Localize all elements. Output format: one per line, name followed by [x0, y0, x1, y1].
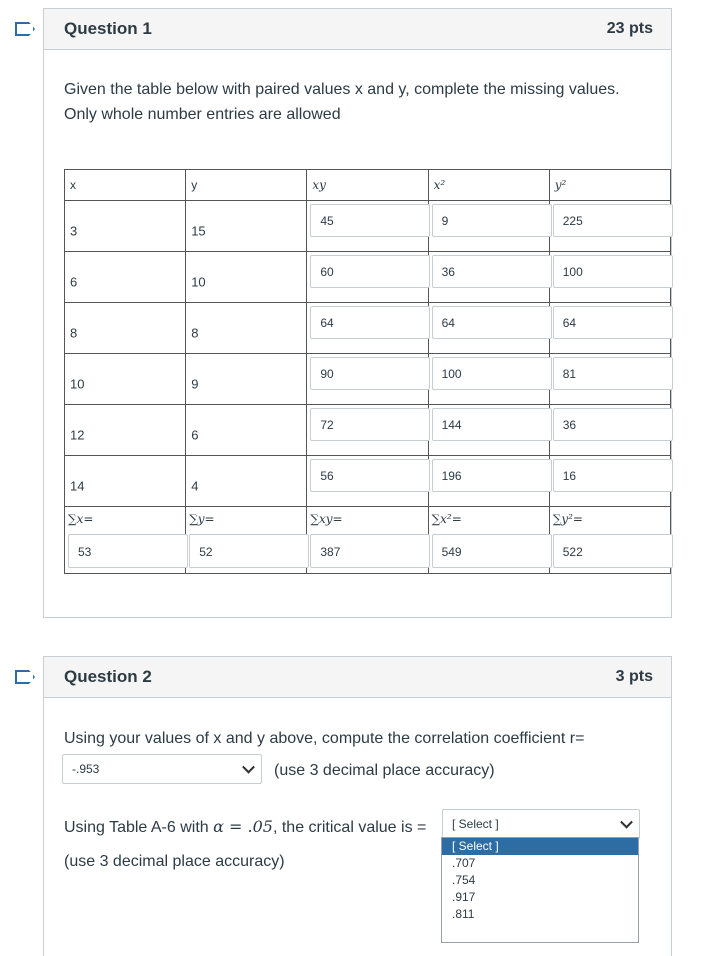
header-y2: [549, 170, 670, 201]
sum-x2-input[interactable]: 549: [432, 534, 552, 568]
cell-y: [186, 201, 307, 252]
header-x: [65, 170, 186, 201]
question-2-header: [44, 657, 671, 698]
value-y: 10: [191, 274, 206, 290]
critical-value-options: [441, 837, 639, 943]
input-y2[interactable]: 225: [553, 204, 673, 237]
option-811[interactable]: .811: [452, 907, 475, 921]
values-table: [64, 169, 671, 574]
option-754[interactable]: .754: [452, 873, 476, 887]
prompt-line-1: Given the table below with paired values x and y, complete the missing values.: [64, 81, 620, 98]
cell-y2: [549, 354, 670, 405]
sum-label: ∑x²=: [431, 512, 462, 526]
table-row: [65, 303, 671, 354]
sum-y-cell: [186, 507, 307, 574]
input-x2[interactable]: 144: [432, 408, 552, 441]
table-row: [65, 405, 671, 456]
cell-x2: [428, 405, 549, 456]
question-2-prompt-1: Using your values of x and y above, compute the correlation coefficient r=: [64, 730, 585, 747]
cell-y: [186, 303, 307, 354]
cell-x: [65, 303, 186, 354]
cell-x2: [428, 354, 549, 405]
value-x: 14: [70, 478, 85, 494]
cell-y2: [549, 456, 670, 507]
cell-y: [186, 354, 307, 405]
option-select[interactable]: [ Select ]: [442, 838, 638, 855]
table-row: [65, 456, 671, 507]
sum-label: ∑xy=: [310, 512, 343, 526]
cell-y2: [549, 252, 670, 303]
accuracy-note-2: (use 3 decimal place accuracy): [64, 853, 285, 870]
input-y2[interactable]: 64: [553, 306, 673, 339]
sum-y-input[interactable]: 52: [189, 534, 309, 568]
cell-x2: [428, 201, 549, 252]
critical-value-select[interactable]: [442, 809, 640, 839]
critical-select-value: [ Select ]: [452, 817, 499, 831]
value-x: 6: [70, 274, 78, 290]
header-label: y²: [554, 178, 567, 192]
question-1-box: [43, 8, 672, 618]
sum-label: ∑y²=: [552, 512, 583, 526]
alpha-expression: α = .05: [213, 817, 273, 836]
cell-x: [65, 405, 186, 456]
table-row: [65, 252, 671, 303]
cell-y2: [549, 303, 670, 354]
cell-xy: [307, 252, 428, 303]
cell-x: [65, 354, 186, 405]
table-row: [65, 354, 671, 405]
input-xy[interactable]: 72: [310, 408, 430, 441]
sum-y2-input[interactable]: 522: [553, 534, 673, 568]
question-1-title: Question 1: [64, 19, 152, 38]
chevron-down-icon: [620, 816, 633, 829]
cell-x2: [428, 303, 549, 354]
option-917[interactable]: .917: [452, 890, 476, 904]
cell-xy: [307, 456, 428, 507]
input-x2[interactable]: 36: [432, 255, 552, 288]
chevron-down-icon: [242, 761, 255, 774]
value-y: 6: [191, 427, 199, 443]
value-y: 15: [191, 223, 206, 239]
value-x: 12: [70, 427, 85, 443]
sum-label: ∑x=: [68, 512, 94, 526]
sum-x-input[interactable]: 53: [68, 534, 188, 568]
input-y2[interactable]: 100: [553, 255, 673, 288]
header-label: x²: [433, 178, 446, 192]
sum-label: ∑y=: [189, 512, 215, 526]
cell-xy: [307, 201, 428, 252]
cell-y: [186, 252, 307, 303]
sum-y2-cell: [549, 507, 670, 574]
value-y: 9: [191, 376, 199, 392]
header-y: [186, 170, 307, 201]
question-2-title: Question 2: [64, 667, 152, 686]
prompt-2-end: , the critical value is =: [272, 819, 427, 836]
value-x: 3: [70, 223, 78, 239]
question-1-header: [44, 9, 671, 50]
cell-x2: [428, 252, 549, 303]
cell-x: [65, 252, 186, 303]
header-label: xy: [312, 178, 326, 192]
value-x: 8: [70, 325, 78, 341]
sum-row: [65, 507, 671, 574]
table-header-row: [65, 170, 671, 201]
sum-xy-cell: [307, 507, 428, 574]
prompt-2-start: Using Table A-6 with: [64, 819, 214, 836]
input-y2[interactable]: 16: [553, 459, 673, 492]
cell-y: [186, 456, 307, 507]
question-2-prompt-2: [64, 814, 426, 840]
question-2-points: 3 pts: [615, 668, 653, 685]
table-row: [65, 201, 671, 252]
correlation-select-value: -.953: [72, 762, 100, 776]
input-xy[interactable]: 56: [310, 459, 430, 492]
question-1-prompt: [64, 77, 620, 127]
accuracy-note-1: (use 3 decimal place accuracy): [274, 762, 495, 779]
option-707[interactable]: .707: [452, 856, 476, 870]
flag-icon[interactable]: [15, 22, 35, 36]
header-x2: [428, 170, 549, 201]
sum-xy-input[interactable]: 387: [310, 534, 430, 568]
cell-y: [186, 405, 307, 456]
input-x2[interactable]: 9: [432, 204, 552, 237]
header-label: y: [191, 178, 198, 192]
header-label: x: [70, 178, 76, 192]
input-x2[interactable]: 196: [432, 459, 552, 492]
input-xy[interactable]: 60: [310, 255, 430, 288]
value-y: 8: [191, 325, 199, 341]
cell-x2: [428, 456, 549, 507]
cell-xy: [307, 354, 428, 405]
question-1-points: 23 pts: [606, 20, 653, 37]
input-y2[interactable]: 36: [553, 408, 673, 441]
prompt-line-2: Only whole number entries are allowed: [64, 106, 341, 123]
value-x: 10: [70, 376, 85, 392]
cell-xy: [307, 405, 428, 456]
header-xy: [307, 170, 428, 201]
cell-x: [65, 201, 186, 252]
input-xy[interactable]: 64: [310, 306, 430, 339]
cell-x: [65, 456, 186, 507]
table-body: [65, 201, 671, 507]
value-y: 4: [191, 478, 199, 494]
cell-xy: [307, 303, 428, 354]
input-y2[interactable]: 81: [553, 357, 673, 390]
correlation-select[interactable]: [62, 754, 262, 784]
cell-y2: [549, 201, 670, 252]
sum-x-cell: [65, 507, 186, 574]
flag-icon[interactable]: [15, 670, 35, 684]
input-xy[interactable]: 90: [310, 357, 430, 390]
input-x2[interactable]: 100: [432, 357, 552, 390]
sum-x2-cell: [428, 507, 549, 574]
input-x2[interactable]: 64: [432, 306, 552, 339]
cell-y2: [549, 405, 670, 456]
input-xy[interactable]: 45: [310, 204, 430, 237]
